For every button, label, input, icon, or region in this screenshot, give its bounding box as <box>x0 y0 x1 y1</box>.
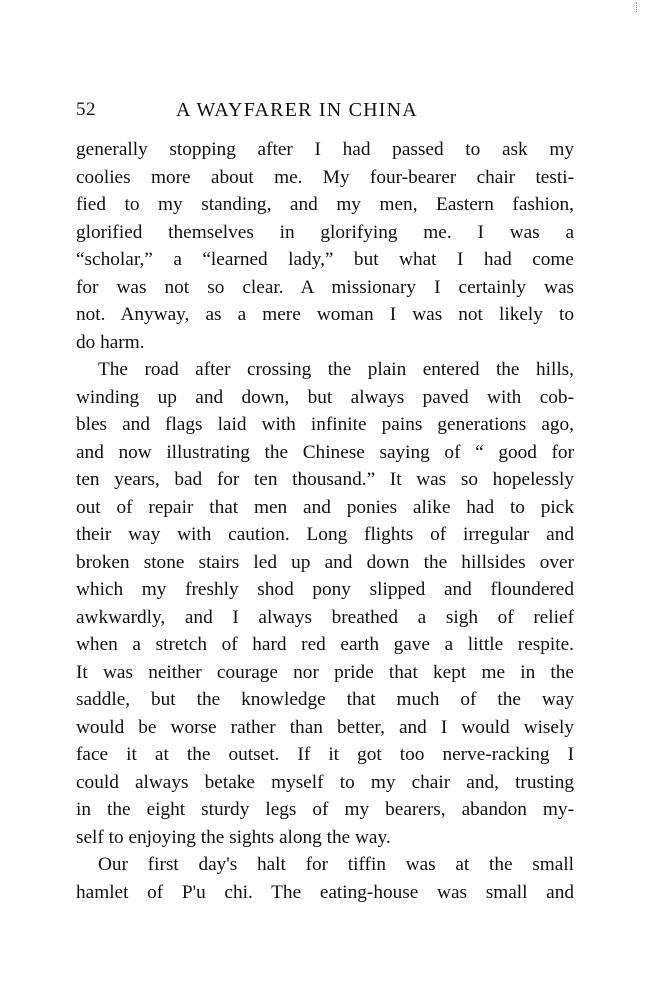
paragraph <box>76 136 574 356</box>
scan-mark <box>636 2 639 12</box>
text-line: “scholar,” a “learned lady,” but what I had come <box>76 249 574 270</box>
text-line: would be worse rather than better, and I would wisely <box>76 716 574 738</box>
text-line: coolies more about me. My four-bearer chair testi- <box>76 166 574 188</box>
text-line: face it at the outset. If it got too nerve-racking I <box>76 744 574 765</box>
text-line: saddle, but the knowledge that much of the way <box>76 689 574 710</box>
text-line: The road after crossing the plain entered the hills, <box>98 359 574 380</box>
text-line: broken stone stairs led up and down the hillsides over <box>76 551 574 573</box>
text-line: could always betake myself to my chair and, trusting <box>76 771 574 793</box>
text-line: which my freshly shod pony slipped and floundered <box>76 579 574 600</box>
text-line: It was neither courage nor pride that kept me in the <box>76 661 574 683</box>
text-line: bles and flags laid with infinite pains generations ago, <box>76 414 574 435</box>
text-line: Our first day's halt for tiffin was at the small <box>98 854 574 875</box>
text-line: when a stretch of hard red earth gave a little respite. <box>76 634 574 655</box>
text-line: glorified themselves in glorifying me. I was a <box>76 221 574 243</box>
text-line: self to enjoying the sights along the way. <box>76 826 391 848</box>
text-line: for was not so clear. A missionary I certainly was <box>76 276 574 298</box>
text-line: hamlet of P'u chi. The eating-house was small and <box>76 881 574 903</box>
text-line: out of repair that men and ponies alike had to pick <box>76 496 574 518</box>
text-line: ten years, bad for ten thousand.” It was so hopelessly <box>76 469 574 490</box>
text-line: and now illustrating the Chinese saying of “ good for <box>76 441 574 463</box>
text-line: do harm. <box>76 331 145 353</box>
text-line: fied to my standing, and my men, Eastern fashion, <box>76 194 574 215</box>
running-title: A WAYFARER IN CHINA <box>176 99 418 121</box>
text-line: in the eight sturdy legs of my bearers, abandon my- <box>76 799 574 820</box>
text-line: awkwardly, and I always breathed a sigh of relief <box>76 606 574 628</box>
page-number: 52 <box>76 99 96 120</box>
paragraph <box>76 851 574 906</box>
text-line: winding up and down, but always paved with cob- <box>76 386 574 408</box>
text-line: their way with caution. Long flights of irregular and <box>76 524 574 545</box>
text-line: not. Anyway, as a mere woman I was not likely to <box>76 304 574 325</box>
paragraph <box>76 356 574 851</box>
running-header <box>76 99 576 129</box>
body-text <box>76 136 574 906</box>
text-line: generally stopping after I had passed to ask my <box>76 139 574 160</box>
